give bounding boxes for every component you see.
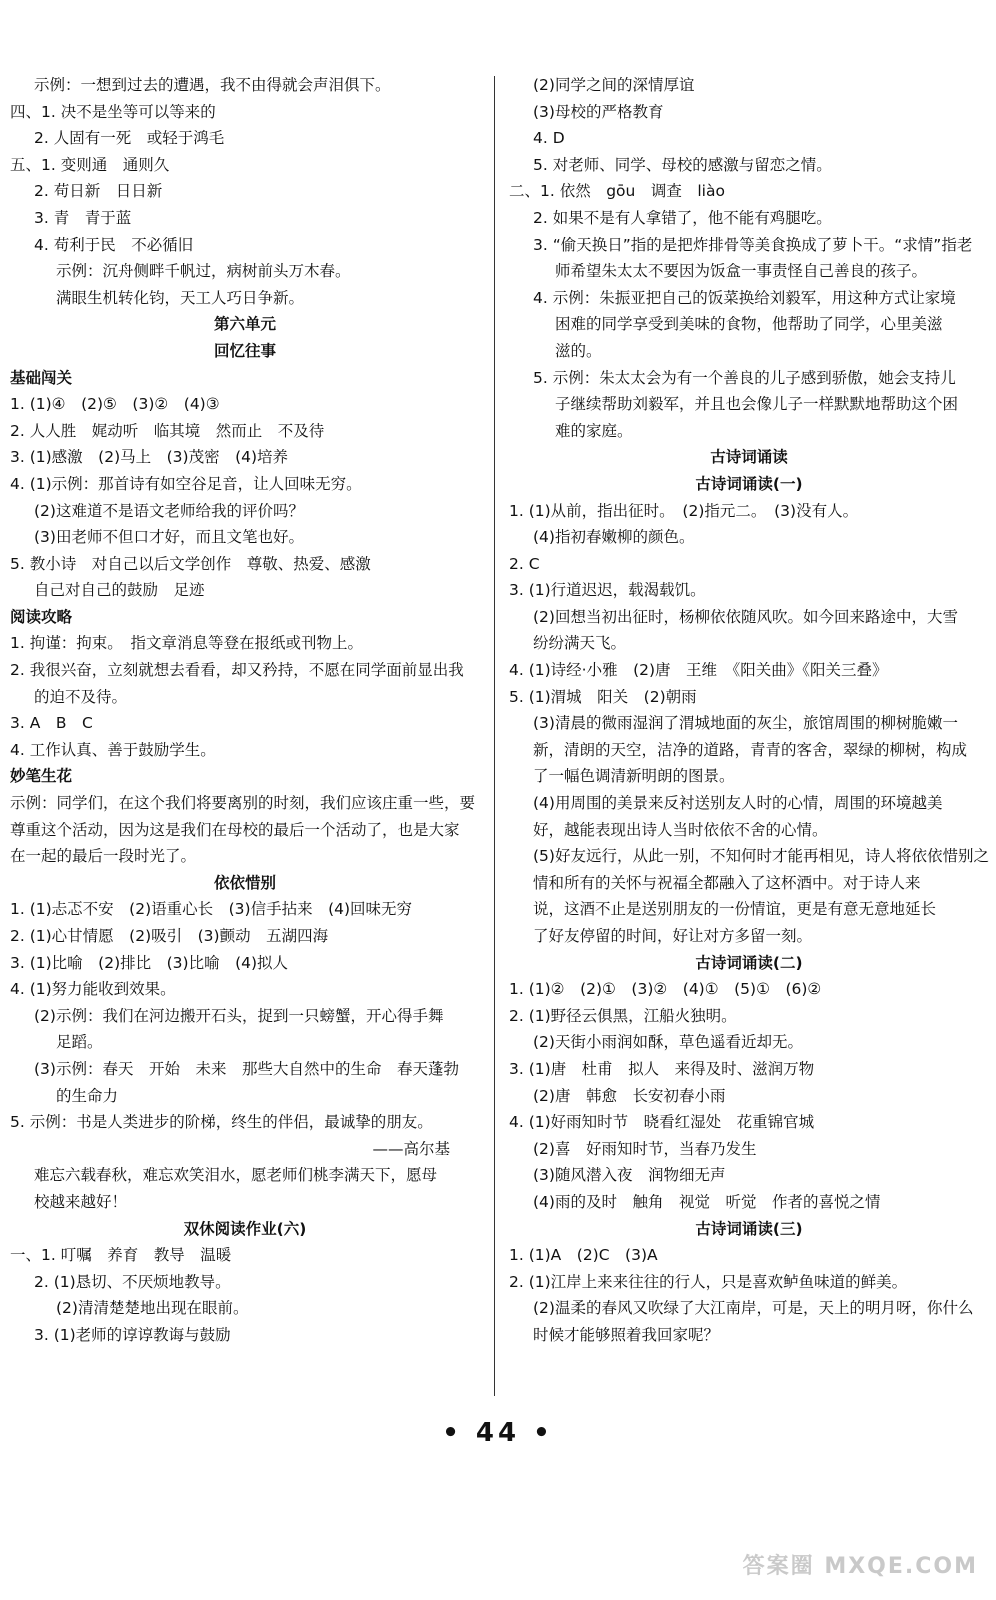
answer-line: (4)指初春嫩柳的颜色。	[533, 528, 695, 547]
section-heading: 古诗词诵读(三)	[695, 1219, 803, 1238]
right-column	[509, 72, 989, 1349]
answer-line: 2. 我很兴奋，立刻就想去看看，却又矜持，不愿在同学面前显出我	[10, 661, 464, 680]
answer-line: 4. (1)诗经·小雅 (2)唐 王维 《阳关曲》《阳关三叠》	[509, 661, 888, 680]
answer-line: 一、1. 叮嘱 养育 教导 温暖	[10, 1246, 232, 1265]
answer-line: 2. (1)江岸上来来往往的行人，只是喜欢鲈鱼味道的鲜美。	[509, 1272, 908, 1291]
answer-line: 2. 苟日新 日日新	[34, 182, 163, 201]
answer-line: 难忘六载春秋，难忘欢笑泪水，愿老师们桃李满天下，愿母	[34, 1166, 438, 1185]
answer-line: 示例：沉舟侧畔千帆过，病树前头万木春。	[56, 262, 351, 281]
answer-line: (3)田老师不但口才好，而且文笔也好。	[34, 528, 304, 547]
answer-line: 3. (1)行道迟迟，载渴载饥。	[509, 581, 706, 600]
answer-line: 2. C	[509, 554, 540, 573]
page-number: • 44 •	[442, 1418, 554, 1448]
answer-line: (2)清清楚楚地出现在眼前。	[56, 1299, 249, 1318]
answer-line: 说，这酒不止是送别朋友的一份情谊，更是有意无意地延长	[533, 900, 937, 919]
answer-line: 2. 如果不是有人拿错了，他不能有鸡腿吃。	[533, 208, 832, 227]
section-heading: 阅读攻略	[10, 607, 73, 626]
answer-line: 4. (1)示例：那首诗有如空谷足音，让人回味无穷。	[10, 474, 362, 493]
section-heading: 古诗词诵读(一)	[695, 474, 803, 493]
answer-line: (3)清晨的微雨湿润了渭城地面的灰尘，旅馆周围的柳树脆嫩一	[533, 714, 958, 733]
answer-line: 2. (1)野径云俱黑，江船火独明。	[509, 1006, 737, 1025]
answer-line: 示例：一想到过去的遭遇，我不由得就会声泪俱下。	[34, 76, 391, 94]
answer-line: 自己对自己的鼓励 足迹	[34, 581, 205, 600]
answer-line: 1. (1)忐忑不安 (2)语重心长 (3)信手拈来 (4)回味无穷	[10, 900, 413, 919]
answer-line: 3. (1)感激 (2)马上 (3)茂密 (4)培养	[10, 448, 289, 467]
answer-line: (2)唐 韩愈 长安初春小雨	[533, 1086, 726, 1105]
answer-line: 纷纷满天飞。	[533, 634, 627, 653]
answer-line: 尊重这个活动，因为这是我们在母校的最后一个活动了，也是大家	[10, 820, 460, 839]
answer-line: 5. 教小诗 对自己以后文学创作 尊敬、热爱、感激	[10, 554, 371, 573]
answer-line: 3. A B C	[10, 714, 93, 733]
column-divider	[494, 76, 495, 1396]
section-heading: 妙笔生花	[10, 767, 73, 786]
answer-line: 足蹈。	[56, 1033, 103, 1052]
answer-line: 时候才能够照着我回家呢？	[533, 1325, 720, 1344]
answer-line: 3. (1)唐 杜甫 拟人 来得及时、滋润万物	[509, 1059, 815, 1078]
answer-line: 4. D	[533, 129, 565, 148]
answer-line: 了好友停留的时间，好让对方多留一刻。	[533, 927, 813, 945]
answer-line: 在一起的最后一段时光了。	[10, 847, 197, 866]
answer-line: 的迫不及待。	[34, 687, 128, 706]
answer-line: (2)这难道不是语文老师给我的评价吗？	[34, 501, 304, 520]
answer-line: 4. 工作认真、善于鼓励学生。	[10, 740, 216, 759]
answer-line: 5. (1)渭城 阳关 (2)朝雨	[509, 687, 697, 706]
answer-line: 校越来越好！	[34, 1192, 128, 1211]
section-heading: 依依惜别	[213, 873, 276, 892]
answer-line: 2. 人人胜 娓动听 临其境 然而止 不及待	[10, 421, 325, 440]
section-heading: 古诗词诵读	[710, 448, 788, 467]
answer-line: (2)喜 好雨知时节，当春乃发生	[533, 1139, 757, 1158]
answer-line: (2)天街小雨润如酥，草色遥看近却无。	[533, 1033, 803, 1052]
answer-line: (5)好友远行，从此一别，不知何时才能再相见，诗人将依依惜别之	[533, 847, 989, 866]
answer-line: (2)同学之间的深情厚谊	[533, 76, 695, 94]
answer-line: 1. 拘谨：拘束。 指文章消息等登在报纸或刊物上。	[10, 634, 363, 653]
watermark-logo: 答案圈 MXQE.COM	[742, 1554, 978, 1579]
answer-line: 3. (1)老师的谆谆教诲与鼓励	[34, 1325, 231, 1344]
answer-line: 示例：同学们，在这个我们将要离别的时刻，我们应该庄重一些，要	[10, 794, 476, 813]
section-heading: 基础闯关	[10, 368, 73, 387]
answer-line: (2)温柔的春风又吹绿了大江南岸，可是，天上的明月呀，你什么	[533, 1299, 974, 1318]
answer-line: ——高尔基	[372, 1139, 450, 1158]
answer-line: (4)雨的及时 触角 视觉 听觉 作者的喜悦之情	[533, 1192, 881, 1211]
answer-line: 困难的同学享受到美味的食物，他帮助了同学，心里美滋	[555, 315, 943, 334]
section-heading: 古诗词诵读(二)	[695, 953, 803, 972]
answer-line: 子继续帮助刘毅军，并且也会像儿子一样默默地帮助这个困	[555, 395, 959, 414]
answer-line: 5. 示例：书是人类进步的阶梯，终生的伴侣，最诚挚的朋友。	[10, 1113, 433, 1132]
answer-line: 五、1. 变则通 通则久	[10, 155, 170, 174]
answer-line: 2. 人固有一死 或轻于鸿毛	[34, 129, 225, 148]
answer-line: 4. 苟利于民 不必循旧	[34, 235, 194, 254]
answer-line: 师希望朱太太不要因为饭盒一事责怪自己善良的孩子。	[555, 262, 928, 281]
answer-line: 好，越能表现出诗人当时依依不舍的心情。	[533, 820, 828, 839]
answer-line: (3)随风潜入夜 润物细无声	[533, 1166, 726, 1185]
answer-line: 1. (1)④ (2)⑤ (3)② (4)③	[10, 395, 220, 414]
section-heading: 双休阅读作业(六)	[183, 1219, 307, 1238]
section-heading: 回忆往事	[213, 341, 276, 360]
left-column	[10, 72, 480, 1349]
answer-line: 2. (1)心甘情愿 (2)吸引 (3)颤动 五湖四海	[10, 927, 329, 945]
answer-line: 3. (1)比喻 (2)排比 (3)比喻 (4)拟人	[10, 953, 289, 972]
answer-line: 3. 青 青于蓝	[34, 208, 132, 227]
answer-line: (3)示例：春天 开始 未来 那些大自然中的生命 春天蓬勃	[34, 1059, 459, 1078]
answer-line: 1. (1)从前，指出征时。 (2)指元二。 (3)没有人。	[509, 501, 859, 520]
answer-line: 情和所有的关怀与祝福全都融入了这杯酒中。对于诗人来	[533, 873, 921, 892]
answer-line: (3)母校的严格教育	[533, 102, 664, 121]
answer-line: 滋的。	[555, 341, 602, 360]
answer-line: 4. (1)好雨知时节 晓看红湿处 花重锦官城	[509, 1113, 815, 1132]
answer-line: 了一幅色调清新明朗的图景。	[533, 767, 735, 786]
answer-line: 四、1. 决不是坐等可以等来的	[10, 102, 216, 121]
answer-line: 难的家庭。	[555, 421, 633, 440]
answer-line: 新，清朗的天空，洁净的道路，青青的客舍，翠绿的柳树，构成	[533, 740, 968, 759]
answer-line: 3. “偷天换日”指的是把炸排骨等美食换成了萝卜干。“求情”指老	[533, 235, 973, 254]
answer-line: 1. (1)② (2)① (3)② (4)① (5)① (6)②	[509, 980, 822, 999]
answer-line: 4. 示例：朱振亚把自己的饭菜换给刘毅军，用这种方式让家境	[533, 288, 956, 307]
answer-line: 4. (1)努力能收到效果。	[10, 980, 176, 999]
answer-line: 二、1. 依然 gōu 调查 liào	[509, 182, 725, 201]
answer-line: 5. 示例：朱太太会为有一个善良的儿子感到骄傲，她会支持儿	[533, 368, 956, 387]
answer-line: 的生命力	[56, 1086, 119, 1105]
answer-line: 1. (1)A (2)C (3)A	[509, 1246, 658, 1265]
section-heading: 第六单元	[213, 315, 276, 334]
answer-line: (4)用周围的美景来反衬送别友人时的心情，周围的环境越美	[533, 794, 943, 813]
answer-line: (2)回想当初出征时，杨柳依依随风吹。如今回来路途中，大雪	[533, 607, 958, 626]
answer-line: 满眼生机转化钧，天工人巧日争新。	[56, 288, 305, 307]
answer-line: 5. 对老师、同学、母校的感激与留恋之情。	[533, 155, 832, 174]
answer-line: 2. (1)恳切、不厌烦地教导。	[34, 1272, 231, 1291]
answer-line: (2)示例：我们在河边搬开石头，捉到一只螃蟹，开心得手舞	[34, 1006, 444, 1025]
